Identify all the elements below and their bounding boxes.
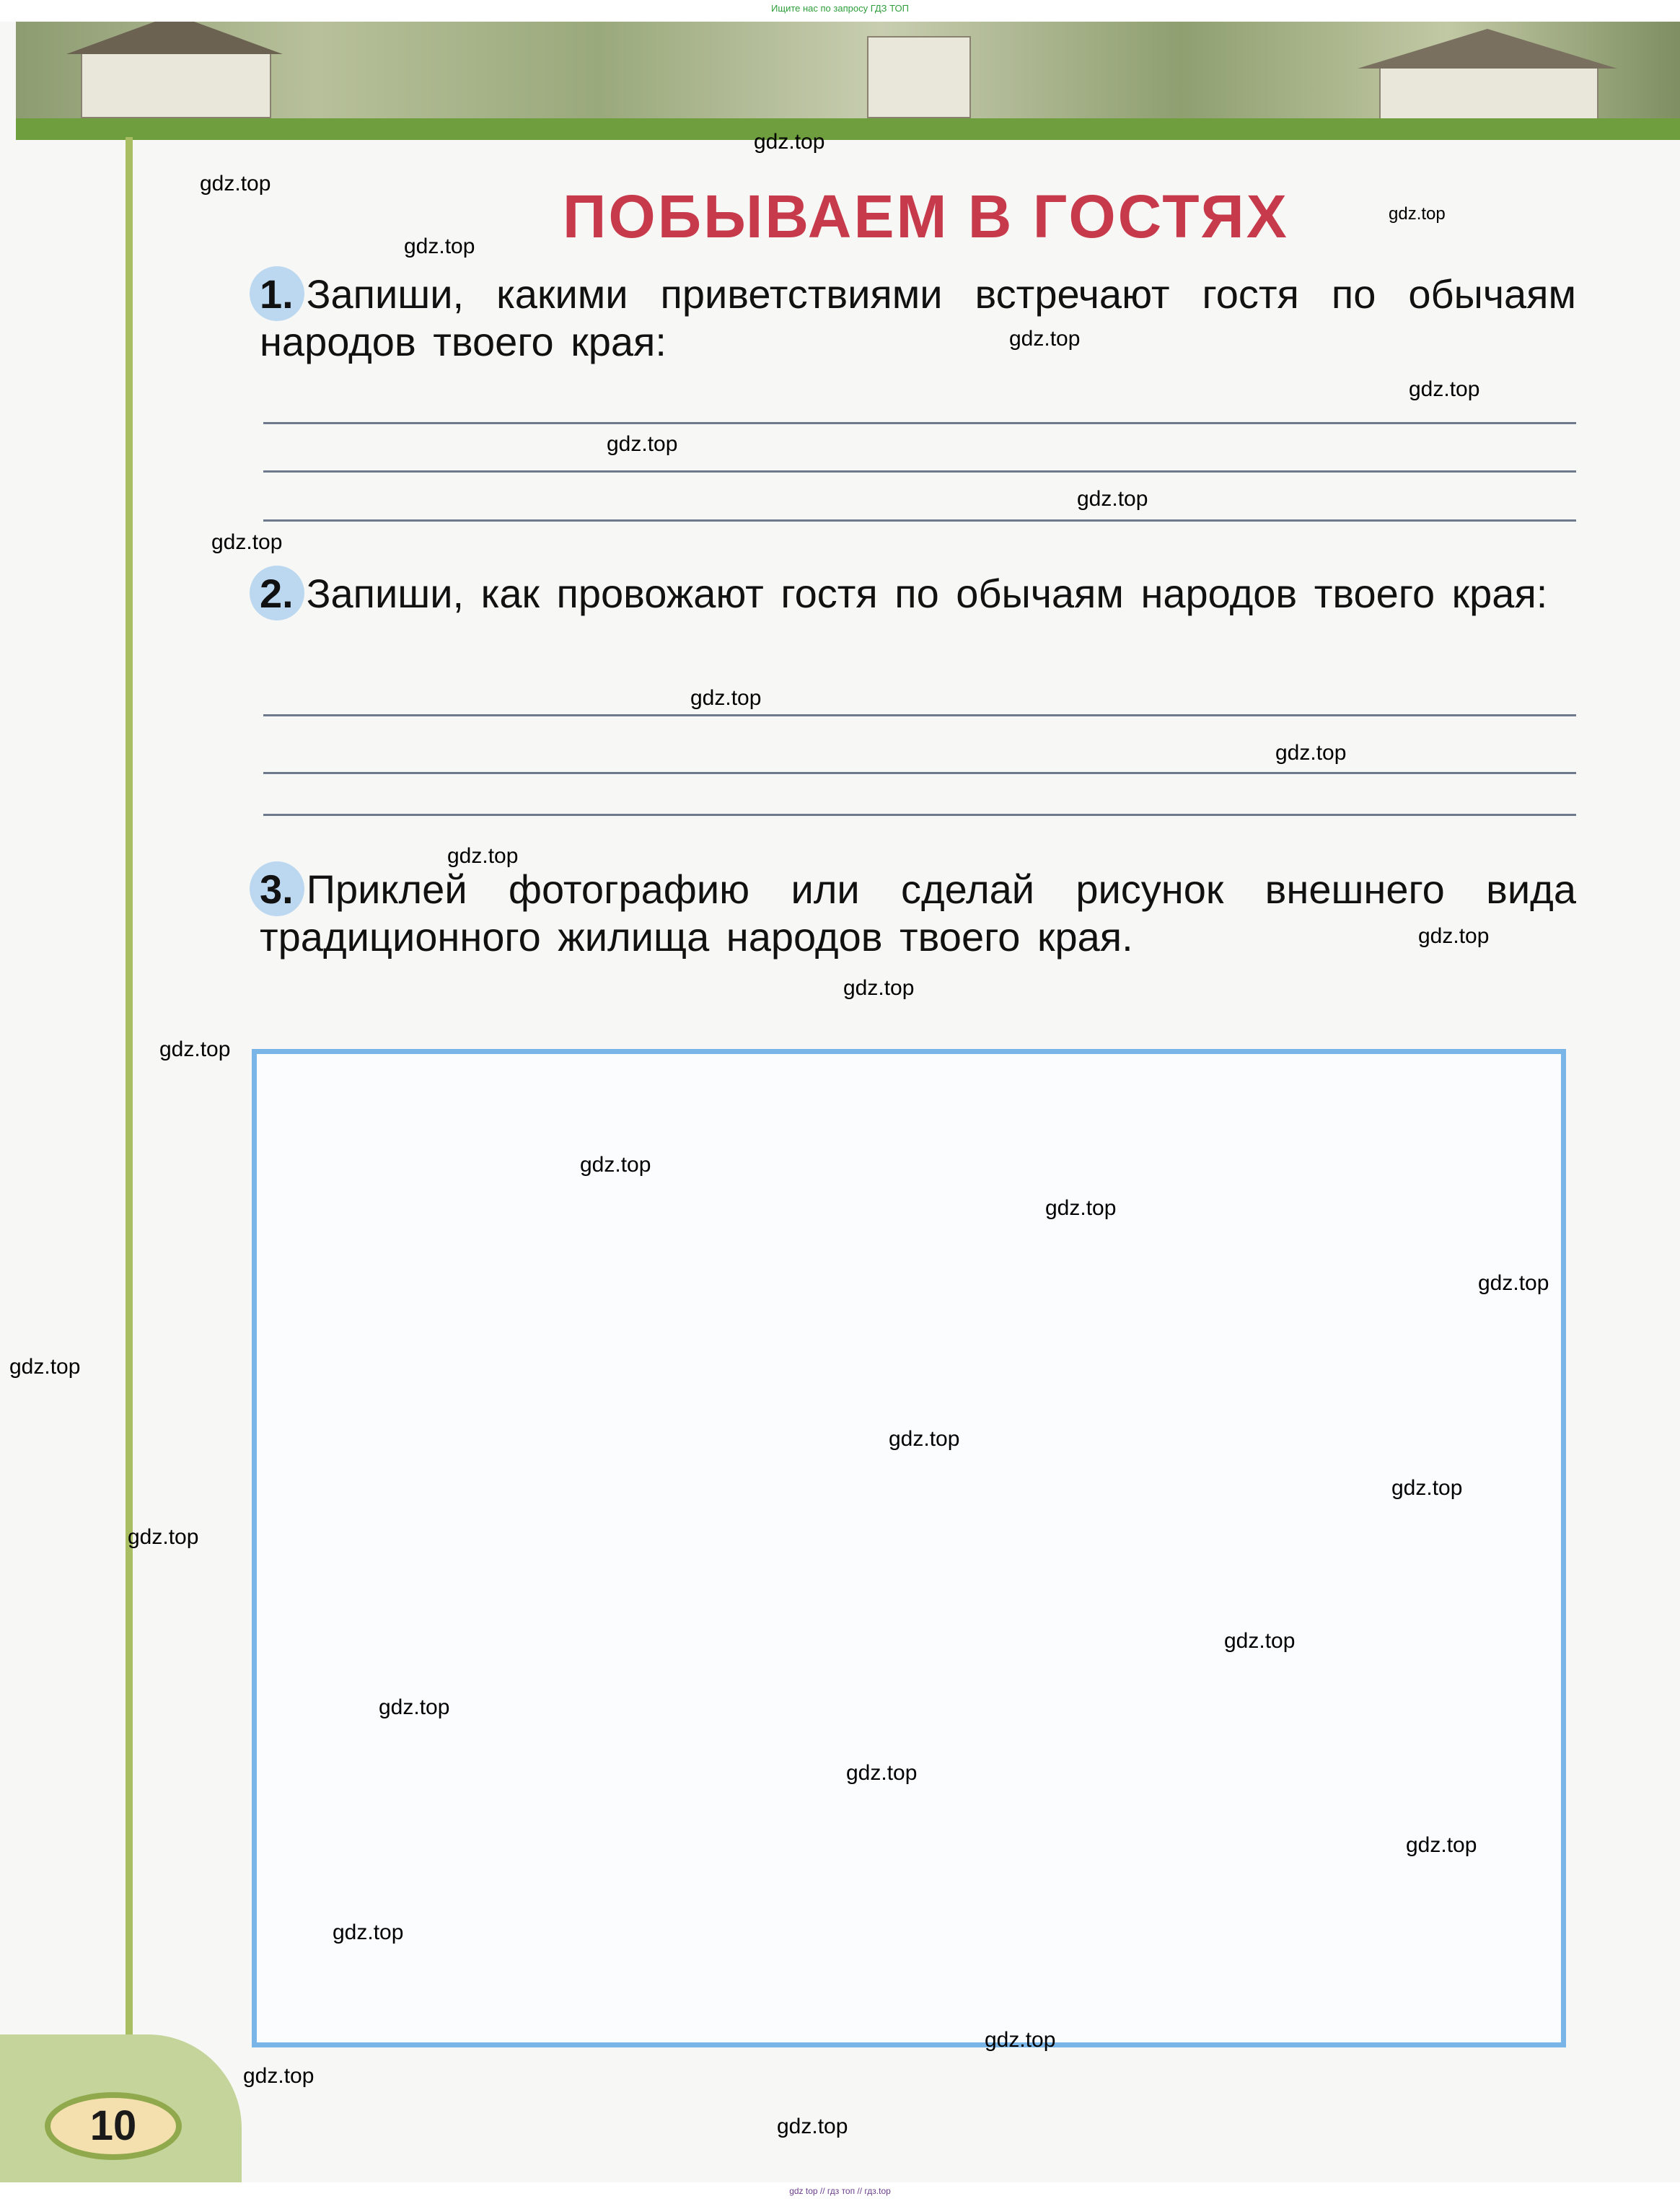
watermark: gdz.top [1418,924,1490,948]
answer-line[interactable] [263,422,1576,424]
task-3-text: Приклей фотографию или сделай рисунок внешнего вида традиционного жилища народов твоего края. [260,866,1576,960]
watermark: gdz.top [1478,1271,1549,1295]
margin-line [126,137,133,2071]
photo-drawing-box[interactable] [252,1049,1566,2047]
watermark: gdz.top [1009,327,1081,351]
watermark: gdz.top [1224,1629,1296,1653]
watermark: gdz.top [1406,1833,1477,1857]
watermark: gdz.top [243,2064,315,2088]
task-1 [260,271,1576,366]
watermark: gdz.top [777,2115,848,2138]
task-3-number: 3. [260,866,294,912]
watermark: gdz.top [159,1037,231,1061]
watermark: gdz.top [211,530,283,554]
watermark: gdz.top [404,234,475,258]
header-banner-stripe [16,118,1680,140]
page-title: ПОБЫВАЕМ В ГОСТЯХ [563,183,1289,250]
task-2-text: Запиши, как провожают гостя по обычаям народов твоего края: [306,571,1548,616]
watermark: gdz.top [1045,1196,1117,1220]
watermark: gdz.top [754,130,825,154]
watermark: gdz.top [1275,741,1347,765]
task-2 [260,570,1576,618]
task-1-text: Запиши, какими приветствиями встречают гостя по обычаям народов твоего края: [260,271,1576,364]
footer-note: gdz top // гдз топ // гдз.top [789,2186,891,2196]
watermark: gdz.top [1409,377,1480,401]
watermark: gdz.top [846,1761,918,1785]
answer-line[interactable] [263,772,1576,774]
watermark: gdz.top [447,844,519,868]
watermark: gdz.top [128,1525,199,1549]
watermark: gdz.top [690,686,762,710]
task-2-number: 2. [260,571,294,616]
task-1-number: 1. [260,271,294,317]
workbook-page [0,22,1680,2182]
search-hint-note: Ищите нас по запросу ГДЗ ТОП [771,3,909,14]
watermark: gdz.top [1077,487,1148,511]
watermark: gdz.top [889,1427,960,1451]
watermark: gdz.top [1389,204,1446,224]
watermark: gdz.top [379,1695,450,1719]
task-3 [260,866,1576,961]
watermark: gdz.top [333,1920,404,1944]
watermark: gdz.top [200,172,271,196]
watermark: gdz.top [843,976,915,1000]
watermark: gdz.top [1391,1476,1463,1500]
answer-line[interactable] [263,714,1576,716]
page-number: 10 [45,2092,182,2160]
watermark: gdz.top [580,1153,651,1177]
answer-line[interactable] [263,814,1576,816]
watermark: gdz.top [607,432,678,456]
answer-line[interactable] [263,519,1576,522]
answer-line[interactable] [263,470,1576,473]
watermark: gdz.top [985,2028,1056,2052]
watermark: gdz.top [9,1355,81,1379]
